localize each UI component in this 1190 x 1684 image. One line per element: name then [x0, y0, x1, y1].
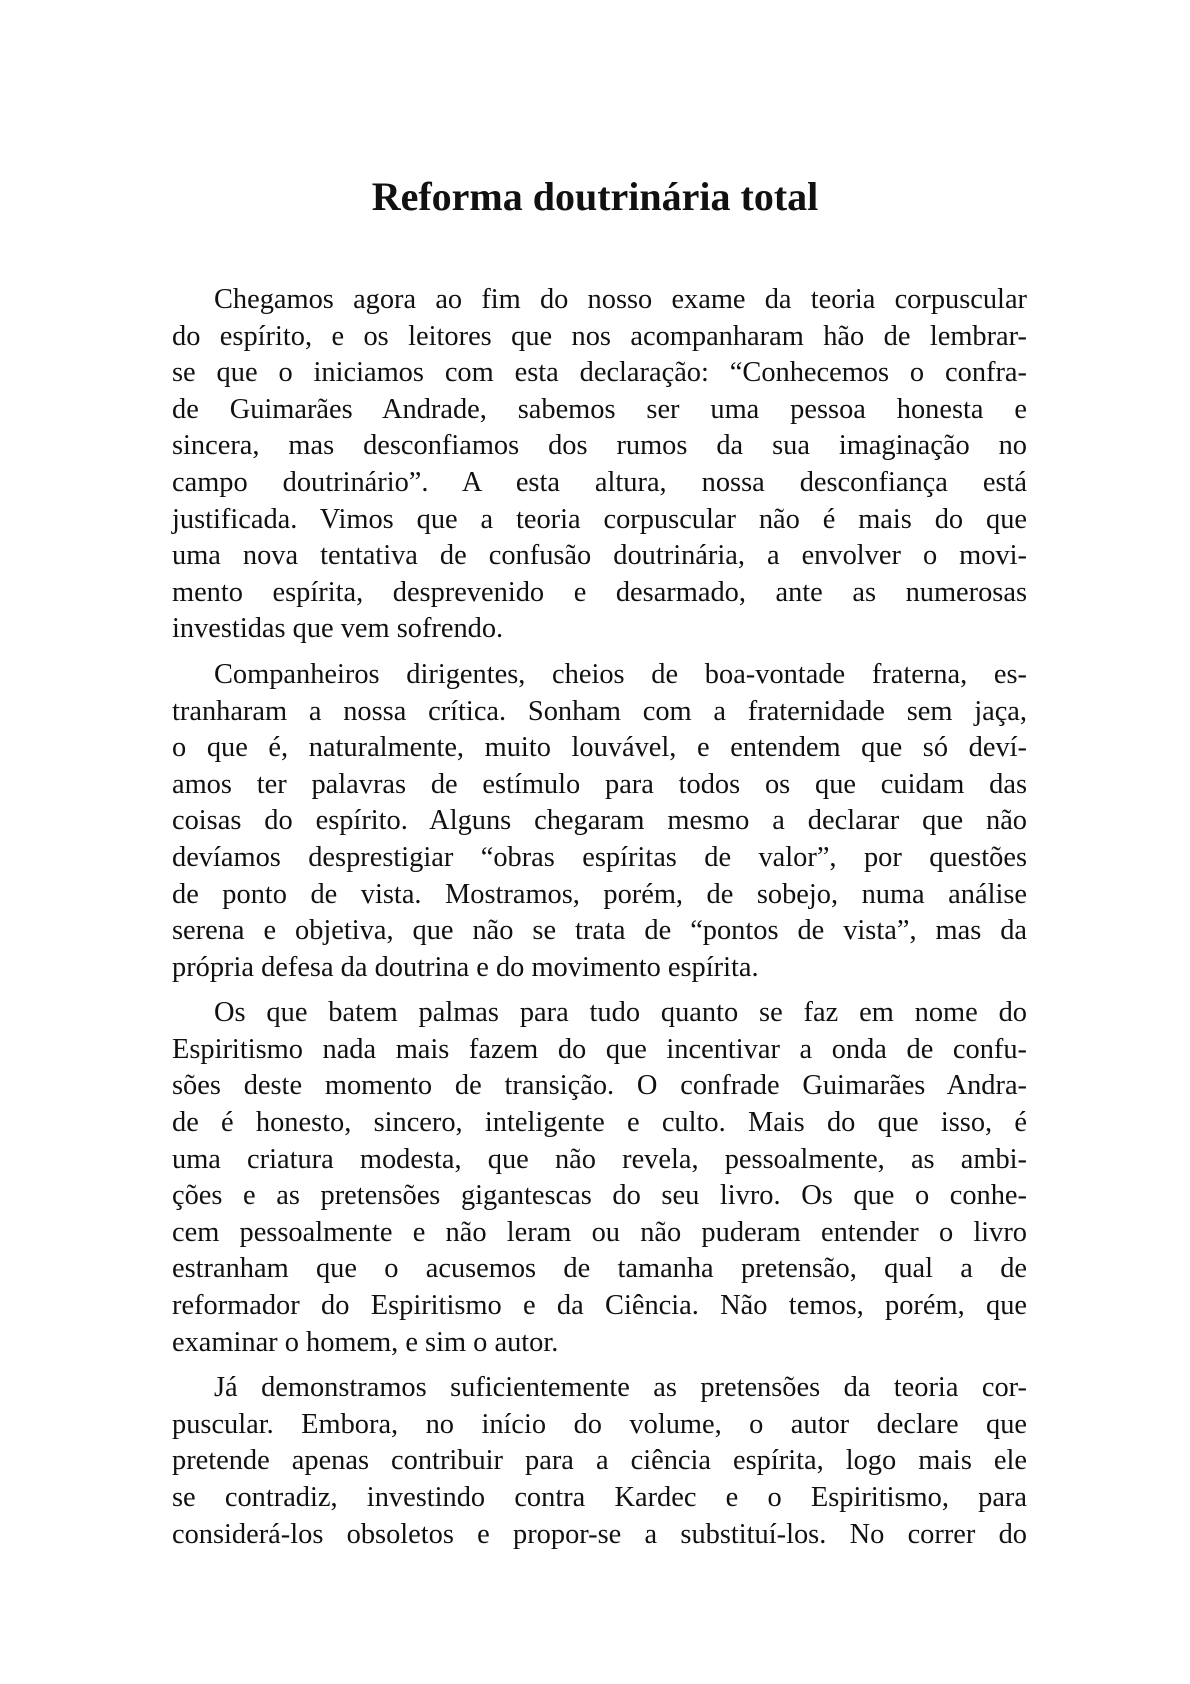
text-line: sincera, mas desconfiamos dos rumos da sua imaginação no — [172, 430, 1027, 462]
text-line: pretende apenas contribuir para a ciência espírita, logo mais ele — [172, 1445, 1027, 1477]
text-line: coisas do espírito. Alguns chegaram mesmo a declarar que não — [172, 805, 1027, 837]
text-line: amos ter palavras de estímulo para todos os que cuidam das — [172, 768, 1027, 800]
text-line: de Guimarães Andrade, sabemos ser uma pessoa honesta e — [172, 393, 1027, 425]
text-line: investidas que vem sofrendo. — [172, 613, 504, 645]
paragraph — [172, 282, 1027, 648]
paragraph — [172, 657, 1027, 986]
paragraph — [172, 1370, 1027, 1553]
text-line: considerá-los obsoletos e propor-se a substituí-los. No correr do — [172, 1518, 1027, 1550]
chapter-title: Reforma doutrinária total — [371, 174, 819, 219]
text-line: cem pessoalmente e não leram ou não puderam entender o livro — [172, 1216, 1027, 1248]
text-line: de é honesto, sincero, inteligente e culto. Mais do que isso, é — [172, 1107, 1027, 1139]
text-line: campo doutrinário”. A esta altura, nossa desconfiança está — [172, 466, 1027, 498]
chapter-body — [172, 282, 1027, 1562]
text-line: Os que batem palmas para tudo quanto se faz em nome do — [214, 997, 1027, 1029]
text-line: uma criatura modesta, que não revela, pessoalmente, as ambi- — [172, 1143, 1027, 1175]
text-line: serena e objetiva, que não se trata de “pontos de vista”, mas da — [172, 915, 1027, 947]
text-line: do espírito, e os leitores que nos acompanharam hão de lembrar- — [172, 320, 1027, 352]
text-line: justificada. Vimos que a teoria corpuscular não é mais do que — [172, 503, 1027, 535]
text-line: devíamos desprestigiar “obras espíritas de valor”, por questões — [172, 841, 1027, 873]
text-line: ções e as pretensões gigantescas do seu livro. Os que o conhe- — [172, 1180, 1027, 1212]
text-line: própria defesa da doutrina e do movimento espírita. — [172, 951, 759, 983]
text-line: examinar o homem, e sim o autor. — [172, 1326, 559, 1358]
text-line: o que é, naturalmente, muito louvável, e entendem que só deví- — [172, 732, 1027, 764]
text-line: estranham que o acusemos de tamanha pretensão, qual a de — [172, 1253, 1027, 1285]
text-line: puscular. Embora, no início do volume, o autor declare que — [172, 1408, 1027, 1440]
paragraph — [172, 995, 1027, 1361]
text-line: Companheiros dirigentes, cheios de boa-vontade fraterna, es- — [214, 658, 1027, 690]
text-line: Chegamos agora ao fim do nosso exame da teoria corpuscular — [214, 284, 1027, 315]
text-line: uma nova tentativa de confusão doutrinária, a envolver o movi- — [172, 540, 1027, 572]
text-line: mento espírita, desprevenido e desarmado, ante as numerosas — [172, 576, 1027, 608]
text-line: reformador do Espiritismo e da Ciência. Não temos, porém, que — [172, 1290, 1027, 1322]
text-line: tranharam a nossa crítica. Sonham com a fraternidade sem jaça, — [172, 695, 1027, 727]
text-line: Já demonstramos suficientemente as pretensões da teoria cor- — [214, 1372, 1027, 1404]
text-line: Espiritismo nada mais fazem do que incentivar a onda de confu- — [172, 1033, 1027, 1065]
text-line: de ponto de vista. Mostramos, porém, de sobejo, numa análise — [172, 878, 1027, 910]
text-line: sões deste momento de transição. O confrade Guimarães Andra- — [172, 1070, 1027, 1102]
text-line: se contradiz, investindo contra Kardec e o Espiritismo, para — [172, 1482, 1027, 1513]
text-line: se que o iniciamos com esta declaração: “Conhecemos o confra- — [172, 357, 1027, 389]
